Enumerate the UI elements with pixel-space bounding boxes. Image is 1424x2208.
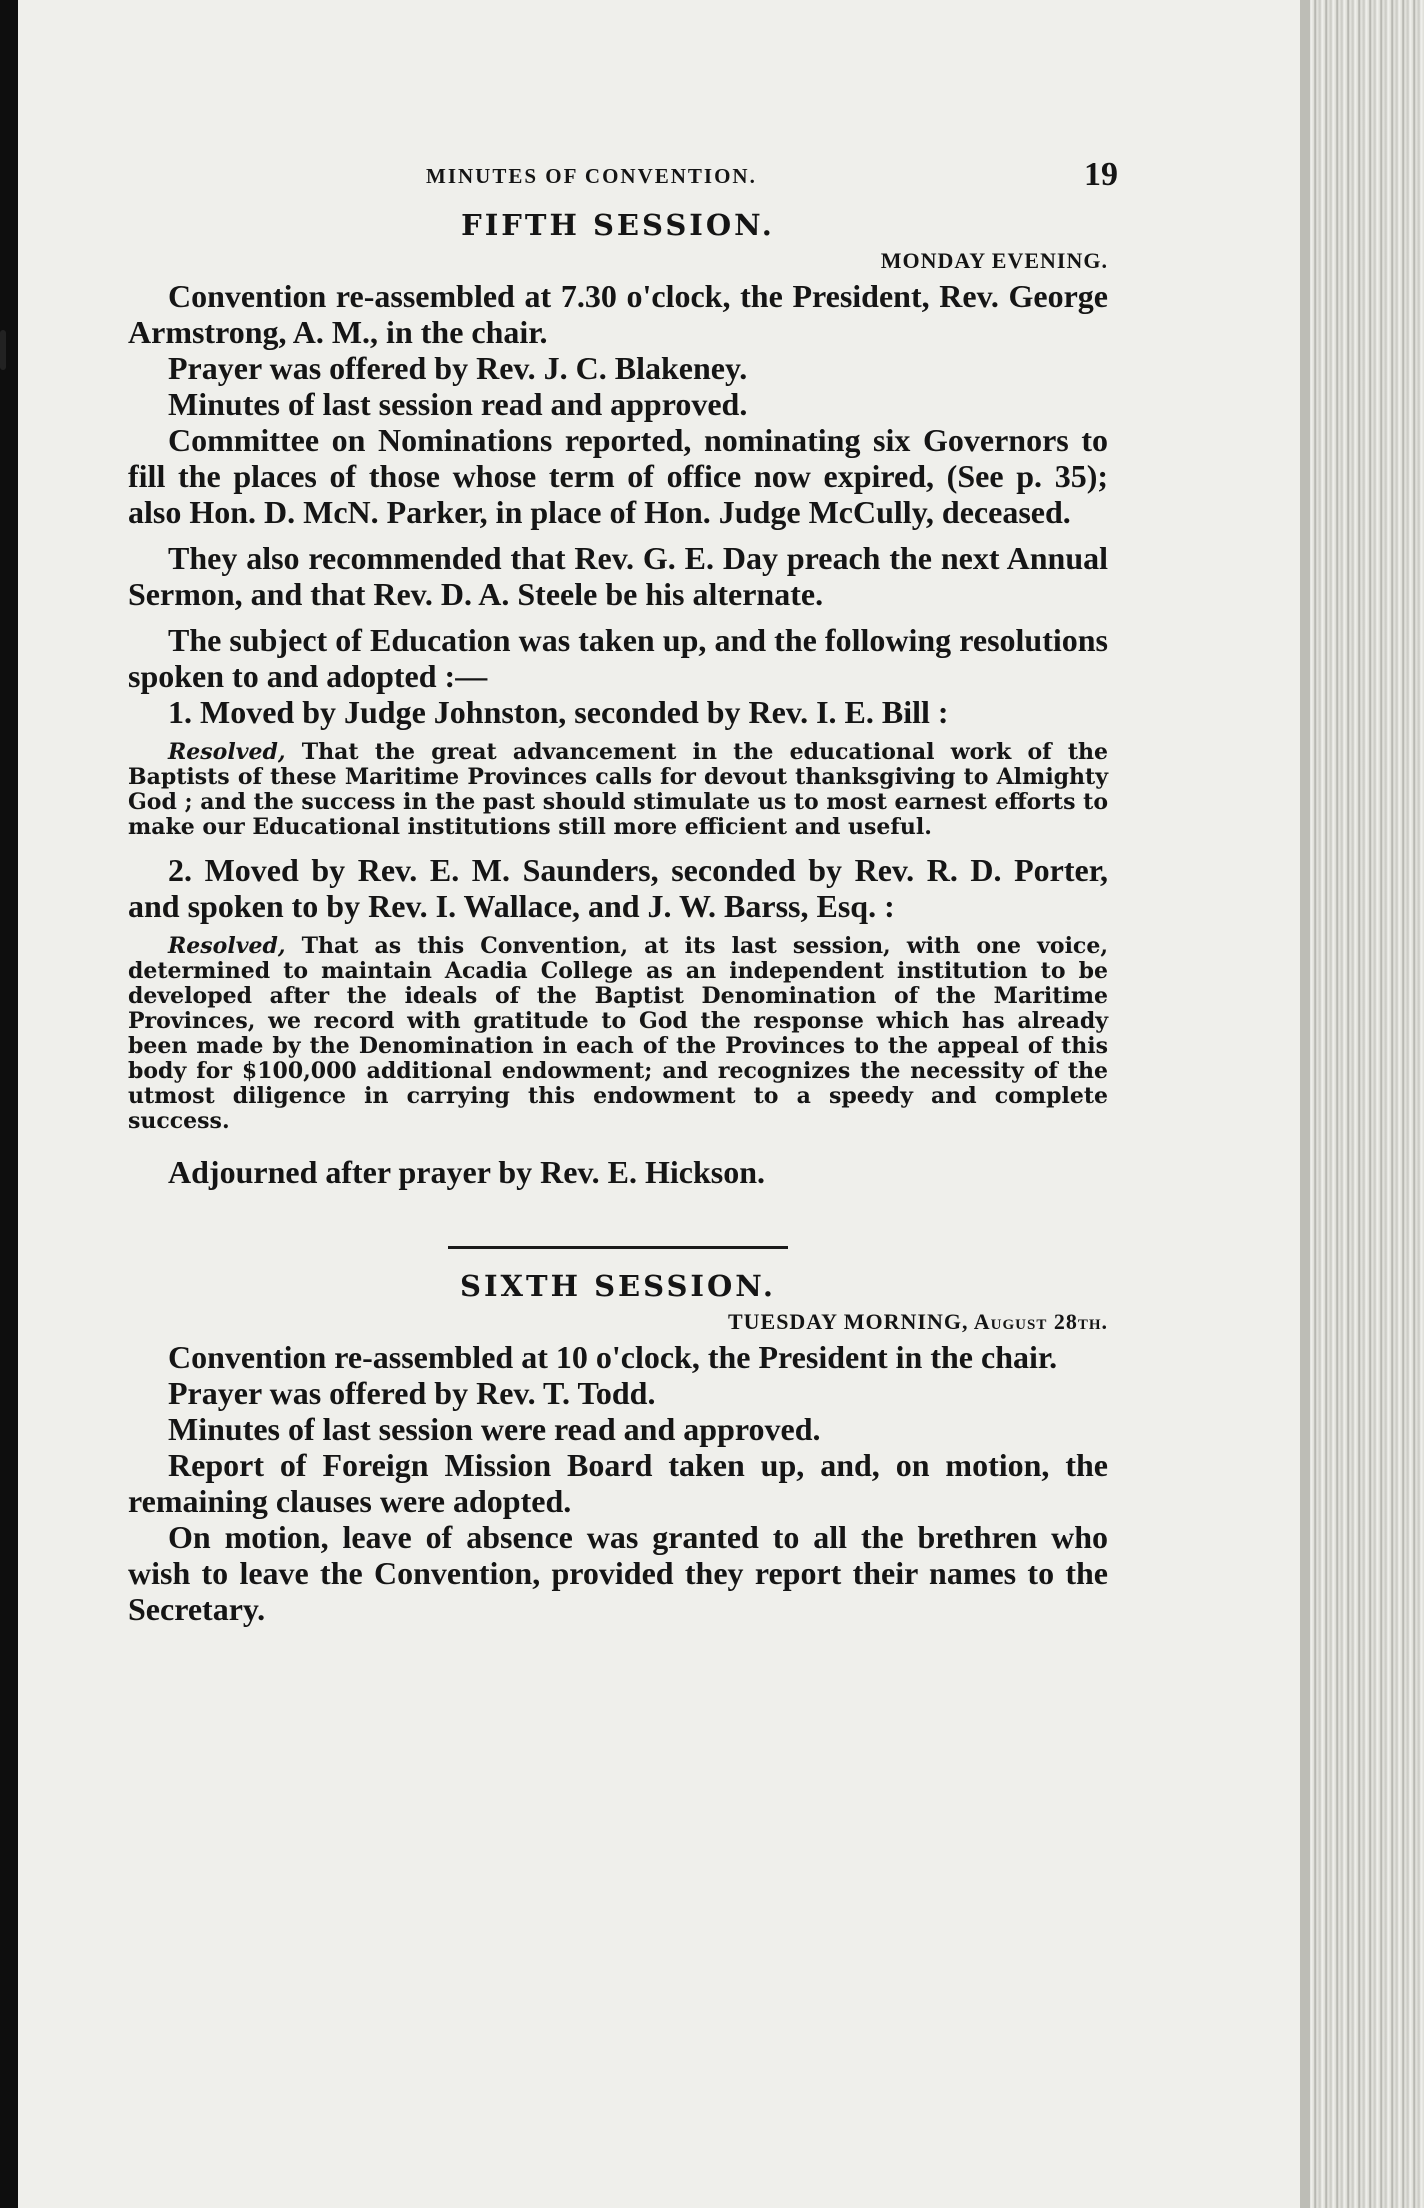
sixth-session-heading: SIXTH SESSION.	[460, 1269, 776, 1303]
page-edges	[1300, 0, 1424, 2208]
resolution-1	[128, 740, 1108, 840]
section-divider	[448, 1246, 788, 1249]
paragraph: Convention re-assembled at 7.30 o'clock, the President, Rev. George Armstrong, A. M., in the chair.	[128, 278, 1108, 350]
motion-1: 1. Moved by Judge Johnston, seconded by Rev. I. E. Bill :	[168, 694, 949, 730]
paragraph: The subject of Education was taken up, and the following resolutions spoken to and adopted :—	[128, 622, 1108, 694]
scan-mark	[0, 330, 6, 370]
paragraph: Committee on Nominations reported, nominating six Governors to fill the places of those whose term of office now expired, (See p. 35); also Hon. D. McN. Parker, in place of Hon. Judge McCully, deceased.	[128, 422, 1108, 530]
paragraph: On motion, leave of absence was granted to all the brethren who wish to leave the Convention, provided they report their names to the Secretary.	[128, 1519, 1108, 1627]
paragraph: Prayer was offered by Rev. T. Todd.	[168, 1375, 656, 1411]
motion-2: 2. Moved by Rev. E. M. Saunders, seconded by Rev. R. D. Porter, and spoken to by Rev. I. Wallace, and J. W. Barss, Esq. :	[128, 852, 1108, 924]
resolved-label: Resolved,	[168, 933, 286, 959]
paragraph: Convention re-assembled at 10 o'clock, the President in the chair.	[168, 1339, 1058, 1375]
fifth-session-heading: FIFTH SESSION.	[461, 208, 775, 242]
page-content	[128, 156, 1118, 1627]
resolution-1-text: That the great advancement in the educational work of the Baptists of these Maritime Provinces calls for devout thanksgiving to Almighty God ; and the success in the past should stimulate us to most earnest efforts to make our Educational institutions still more efficient and useful.	[128, 739, 1108, 840]
sixth-session-date: TUESDAY MORNING, August 28th.	[727, 1309, 1108, 1334]
paragraph: They also recommended that Rev. G. E. Day preach the next Annual Sermon, and that Rev. D. A. Steele be his alternate.	[128, 540, 1108, 612]
paragraph: Prayer was offered by Rev. J. C. Blakeney.	[168, 350, 748, 386]
resolution-2-text: That as this Convention, at its last session, with one voice, determined to maintain Acadia College as an independent institution to be developed after the ideals of the Baptist Denomination of the Maritime Provinces, we record with gratitude to God the response which has already been made by the Denomination in each of the Provinces to the appeal of this body for $100,000 additional endowment; and recognizes the necessity of the utmost diligence in carrying this endowment to a speedy and complete success.	[128, 933, 1108, 1134]
paragraph: Report of Foreign Mission Board taken up, and, on motion, the remaining clauses were adopted.	[128, 1447, 1108, 1519]
resolution-2	[128, 934, 1108, 1134]
page-number: 19	[1084, 156, 1118, 193]
paragraph: Minutes of last session read and approved.	[168, 386, 748, 422]
resolved-label: Resolved,	[168, 739, 286, 765]
paragraph: Minutes of last session were read and approved.	[168, 1411, 821, 1447]
binding-shadow	[1300, 0, 1310, 2208]
running-head-title: MINUTES OF CONVENTION.	[426, 164, 757, 188]
fifth-session-date: MONDAY EVENING.	[880, 248, 1108, 273]
adjourned-note: Adjourned after prayer by Rev. E. Hickson.	[168, 1154, 766, 1190]
running-head	[128, 156, 1118, 200]
